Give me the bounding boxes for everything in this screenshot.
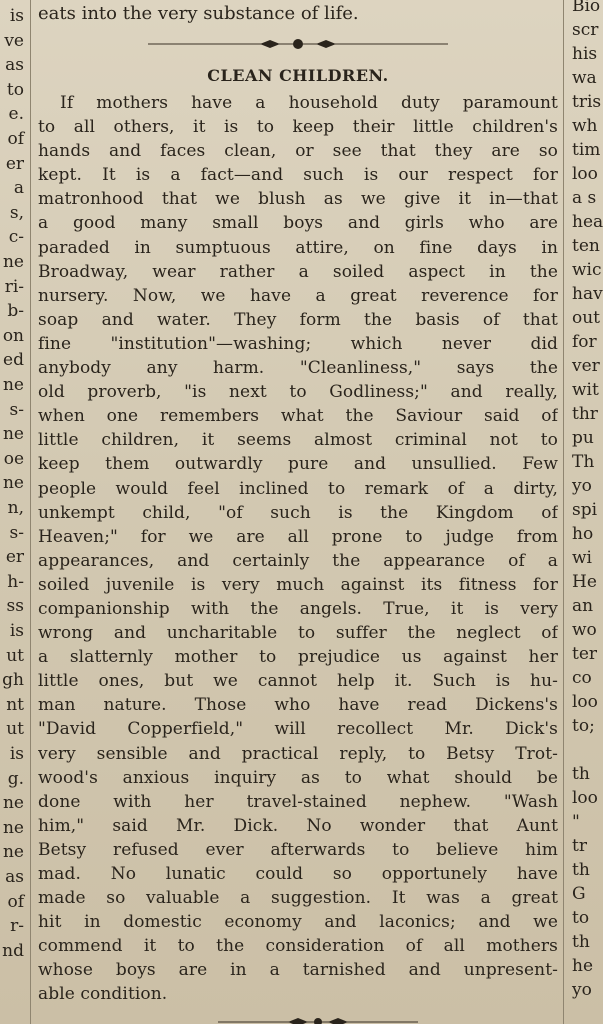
right-fragment: wa — [572, 68, 597, 88]
left-fragment: e. — [8, 104, 24, 125]
left-fragment: b- — [7, 301, 24, 322]
left-fragment: n, — [7, 498, 24, 518]
left-fragment: h- — [7, 571, 24, 592]
article-line: commend it to the consideration of all mothers — [38, 936, 558, 957]
article-line: If mothers have a household duty paramount — [60, 93, 558, 113]
right-fragment: scr — [572, 20, 599, 40]
article-line: wood's anxious inquiry as to what should be — [38, 767, 558, 788]
right-fragment: wi — [572, 548, 592, 568]
left-fragment: r- — [10, 916, 24, 937]
right-fragment: yo — [572, 476, 592, 496]
article-line: wrong and uncharitable to suffer the neglect of — [38, 623, 558, 644]
column-rule-right — [563, 0, 564, 1024]
right-fragment: th — [572, 932, 590, 952]
article-line: soiled juvenile is very much against its fitness for — [38, 574, 558, 595]
left-fragment: of — [7, 891, 24, 912]
right-fragment: out — [572, 308, 601, 328]
article-line: Betsy refused ever afterwards to believe him — [38, 839, 558, 860]
left-fragment: ne — [2, 793, 24, 814]
right-fragment: wo — [572, 620, 597, 640]
right-fragment: spi — [572, 500, 598, 520]
article-line: him," said Mr. Dick. No wonder that Aunt — [38, 815, 558, 836]
article-line: little children, it seems almost criminal not to — [38, 430, 558, 451]
article-body — [38, 91, 558, 1007]
right-fragment: ho — [572, 524, 594, 544]
left-fragment: is — [9, 744, 24, 764]
left-fragment: s- — [9, 399, 24, 420]
left-fragment: on — [2, 325, 24, 346]
article-line: keep them outwardly pure and unsullied. Few — [38, 454, 558, 475]
left-fragment: as — [5, 867, 24, 887]
left-fragment: g. — [7, 768, 24, 789]
right-fragment: hea — [572, 212, 603, 232]
right-fragment: co — [572, 668, 592, 688]
article-line: appearances, and certainly the appearance of a — [38, 550, 558, 571]
left-column-fragments — [0, 0, 26, 1024]
right-fragment: loo — [572, 164, 598, 184]
article-line: a slatternly mother to prejudice us against her — [38, 647, 558, 668]
left-fragment: ut — [6, 645, 24, 666]
left-fragment: ed — [3, 350, 24, 371]
article-line: made so valuable a suggestion. It was a great — [38, 888, 558, 909]
left-fragment: to — [6, 79, 24, 100]
article-line: mad. No lunatic could so opportunely have — [38, 864, 558, 884]
left-fragment: s- — [9, 522, 24, 543]
previous-article-last-line: eats into the very substance of life. — [38, 3, 359, 24]
left-fragment: a — [13, 178, 24, 199]
right-fragment: th — [572, 764, 590, 784]
right-fragment: for — [572, 332, 597, 352]
article-line: able condition. — [38, 984, 168, 1005]
right-fragment: " — [572, 812, 580, 832]
article-line: people would feel inclined to remark of a dirty, — [38, 478, 558, 499]
left-fragment: ne — [2, 424, 24, 445]
right-fragment: he — [572, 956, 594, 976]
left-fragment: gh — [2, 670, 24, 691]
article-line: nursery. Now, we have a great reverence for — [38, 285, 558, 306]
article-line: companionship with the angels. True, it is very — [38, 598, 558, 619]
left-fragment: er — [5, 547, 24, 568]
right-fragment: to; — [572, 716, 595, 736]
article-line: a good many small boys and girls who are — [38, 213, 558, 234]
left-fragment: c- — [8, 227, 24, 248]
left-fragment: ne — [2, 375, 24, 395]
article-line: to all others, it is to keep their little children's — [38, 117, 558, 138]
right-fragment: a s — [572, 188, 597, 208]
left-fragment: ri- — [4, 276, 24, 297]
right-fragment: an — [572, 596, 594, 616]
left-fragment: ne — [2, 817, 24, 838]
left-fragment: of — [7, 129, 24, 149]
right-fragment: wit — [572, 380, 599, 400]
right-column-fragments — [570, 0, 603, 1024]
right-fragment: th — [572, 860, 590, 880]
right-fragment: thr — [572, 404, 598, 424]
ornament-divider-bottom — [218, 1015, 418, 1024]
article-line: when one remembers what the Saviour said of — [38, 406, 558, 427]
ornament-divider-top — [148, 36, 448, 52]
right-fragment: ten — [572, 236, 600, 256]
article-line: old proverb, "is next to Godliness;" and really, — [38, 382, 558, 403]
left-fragment: ne — [2, 252, 24, 272]
right-fragment: loo — [572, 692, 598, 712]
right-fragment: wic — [572, 260, 602, 280]
column-rule-left — [30, 0, 31, 1024]
left-fragment: as — [5, 55, 24, 76]
right-fragment: pu — [572, 428, 594, 448]
left-fragment: ut — [6, 719, 24, 740]
article-line: done with her travel-stained nephew. "Wash — [38, 791, 558, 812]
article-line: man nature. Those who have read Dickens's — [38, 695, 558, 716]
article-line: kept. It is a fact—and such is our respect for — [38, 165, 558, 186]
left-fragment: is — [9, 6, 24, 26]
article-line: soap and water. They form the basis of that — [38, 309, 558, 330]
left-fragment: is — [9, 621, 24, 641]
article-line: Heaven;" for we are all prone to judge from — [38, 526, 558, 547]
article-line: matronhood that we blush as we give it in—that — [38, 189, 558, 210]
right-fragment: hav — [572, 284, 603, 304]
article-headline: CLEAN CHILDREN. — [207, 66, 389, 85]
left-fragment: ne — [2, 842, 24, 863]
left-fragment: ve — [4, 30, 24, 51]
right-fragment: tim — [572, 140, 601, 160]
right-fragment: loo — [572, 788, 598, 808]
article-line: hands and faces clean, or see that they are so — [38, 141, 558, 162]
left-fragment: ne — [2, 473, 24, 494]
left-fragment: nd — [2, 940, 24, 961]
left-fragment: nt — [6, 694, 24, 715]
article-column — [38, 0, 558, 1024]
right-fragment: He — [572, 572, 597, 592]
article-line: paraded in sumptuous attire, on fine days in — [38, 237, 558, 258]
right-fragment: yo — [572, 980, 592, 1000]
left-fragment: er — [5, 153, 24, 174]
right-fragment: wh — [572, 116, 598, 136]
article-line: "David Copperfield," will recollect Mr. Dick's — [38, 719, 558, 740]
right-fragment: tr — [572, 836, 587, 856]
right-fragment: his — [572, 44, 598, 64]
right-fragment: tris — [572, 92, 602, 112]
left-fragment: oe — [3, 448, 24, 469]
right-fragment: ter — [572, 644, 598, 664]
article-line: whose boys are in a tarnished and unpresent- — [38, 960, 558, 981]
right-fragment: G — [572, 884, 586, 904]
right-fragment: to — [572, 908, 590, 928]
article-line: anybody any harm. "Cleanliness," says the — [38, 358, 558, 379]
left-fragment: s, — [9, 202, 24, 223]
right-fragment: Th — [572, 452, 595, 472]
article-line: fine "institution"—washing; which never did — [38, 333, 558, 354]
left-fragment: ss — [6, 596, 24, 617]
article-line: Broadway, wear rather a soiled aspect in the — [38, 261, 558, 282]
article-line: little ones, but we cannot help it. Such is hu- — [38, 671, 558, 692]
article-line: unkempt child, "of such is the Kingdom of — [38, 502, 558, 523]
article-line: very sensible and practical reply, to Betsy Trot- — [38, 743, 558, 764]
right-fragment: ver — [572, 356, 600, 376]
article-line: hit in domestic economy and laconics; and we — [38, 912, 558, 933]
right-fragment: Bio — [572, 0, 601, 16]
